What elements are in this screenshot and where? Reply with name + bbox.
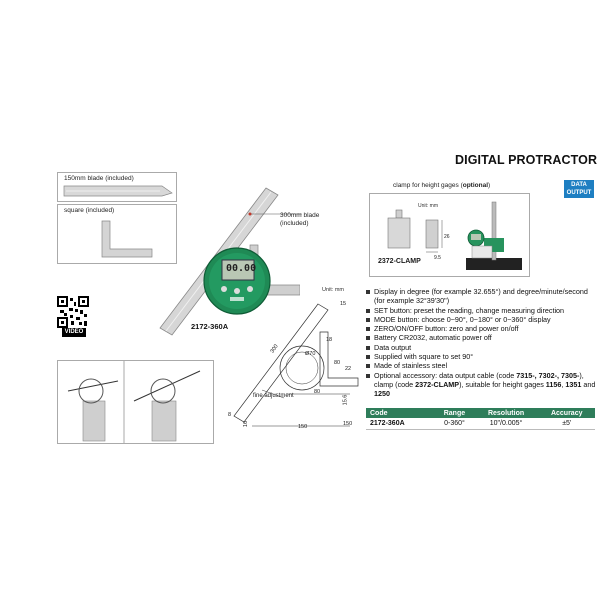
accessory-gage-1156: 1156	[545, 379, 562, 389]
diagram-dim-22: 22	[345, 366, 352, 372]
clamp-unit: Unit: mm	[418, 203, 438, 209]
feature-item: Battery CR2032, automatic power off	[365, 333, 597, 342]
feature-item: MODE button: choose 0~90°, 0~180° or 0~360° display	[365, 315, 597, 324]
cell-accuracy: ±5'	[538, 418, 595, 430]
diagram-dim-150: 150	[298, 424, 308, 430]
feature-item: ZERO/ON/OFF button: zero and power on/off	[365, 324, 597, 333]
diagram-dim-80-upper: 80	[334, 360, 341, 366]
accessory-gage-1250: 1250	[374, 389, 390, 399]
diagram-dim-80: 80	[314, 389, 321, 395]
blade-300-line1: 300mm blade	[280, 212, 320, 219]
data-output-badge	[564, 180, 594, 198]
qr-code-icon	[57, 296, 89, 328]
spec-table	[366, 408, 595, 430]
model-label: 2172-360A	[191, 322, 229, 331]
clamp-box	[369, 193, 530, 277]
spec-table-header	[366, 408, 595, 418]
lcd-readout: 00.00	[226, 263, 257, 274]
clamp-dim-width: 9.5	[434, 255, 441, 261]
clamp-code: 2372-CLAMP	[378, 258, 421, 265]
diagram-dim-15: 15	[340, 301, 347, 307]
feature-item: Made of stainless steel	[365, 361, 597, 370]
square-image	[98, 219, 158, 261]
accessory-clamp-code: 2372-CLAMP	[415, 379, 460, 389]
accessory-text: ), clamp (code	[374, 370, 584, 389]
clamp-heading-prefix: clamp for height gages (	[393, 182, 463, 189]
clamp-heading	[393, 182, 490, 189]
diagram-dim-diameter: Ø70	[305, 351, 316, 357]
feature-list	[365, 287, 597, 399]
fine-adjustment-label: fine adjustment	[253, 393, 294, 399]
cell-range: 0-360°	[435, 418, 473, 430]
blade-150-label: 150mm blade (included)	[64, 175, 134, 182]
page-title: DIGITAL PROTRACTOR	[455, 153, 598, 167]
diagram-dim-15-6: 15.6	[342, 394, 349, 406]
accessory-text: ,	[561, 379, 566, 389]
header-accuracy: Accuracy	[538, 408, 595, 418]
accessory-cable-codes: 7315-, 7302-, 7305-	[516, 370, 580, 380]
table-row	[366, 418, 595, 430]
diagram-dim-300: 300	[269, 343, 280, 355]
diagram-dim-18: 18	[326, 337, 333, 343]
diagram-unit: Unit: mm	[322, 287, 344, 293]
header-code: Code	[366, 408, 435, 418]
clamp-heading-bold: optional	[462, 182, 489, 189]
feature-item: Data output	[365, 343, 597, 352]
accessory-text: Optional accessory: data output cable (code	[374, 370, 517, 380]
badge-line2: OUTPUT	[566, 190, 592, 196]
diagram-dim-8: 8	[228, 412, 232, 418]
accessory-text: and	[581, 379, 596, 389]
header-resolution: Resolution	[474, 408, 539, 418]
technical-diagram	[222, 290, 362, 440]
height-gage-image	[462, 198, 526, 274]
header-range: Range	[435, 408, 473, 418]
badge-line1: DATA	[571, 182, 587, 188]
clamp-dim-height: 26	[444, 234, 450, 240]
diagram-dim-150-bottom: 150	[343, 421, 353, 427]
usage-image	[58, 361, 213, 443]
blade-300-label	[280, 212, 319, 228]
video-label: VIDEO	[64, 329, 84, 335]
clamp-heading-suffix: )	[488, 182, 491, 189]
accessory-gage-1351: 1351	[565, 379, 582, 389]
feature-item: Supplied with square to set 90°	[365, 352, 597, 361]
cell-resolution: 10"/0.005°	[474, 418, 539, 430]
feature-item-accessory	[365, 371, 597, 399]
square-label: square (included)	[64, 207, 115, 214]
feature-item: SET button: preset the reading, change measuring direction	[365, 306, 597, 315]
video-badge	[62, 328, 86, 337]
diagram-dim-16: 16	[243, 420, 250, 428]
blade-300-line2: (included)	[280, 220, 309, 227]
usage-image-box	[57, 360, 214, 444]
cell-code: 2172-360A	[366, 418, 435, 430]
clamp-image	[376, 204, 466, 254]
feature-item: Display in degree (for example 32.655°) and degree/minute/second (for example 32°39'30")	[365, 287, 597, 306]
accessory-text: ), suitable for height gages	[459, 379, 546, 389]
